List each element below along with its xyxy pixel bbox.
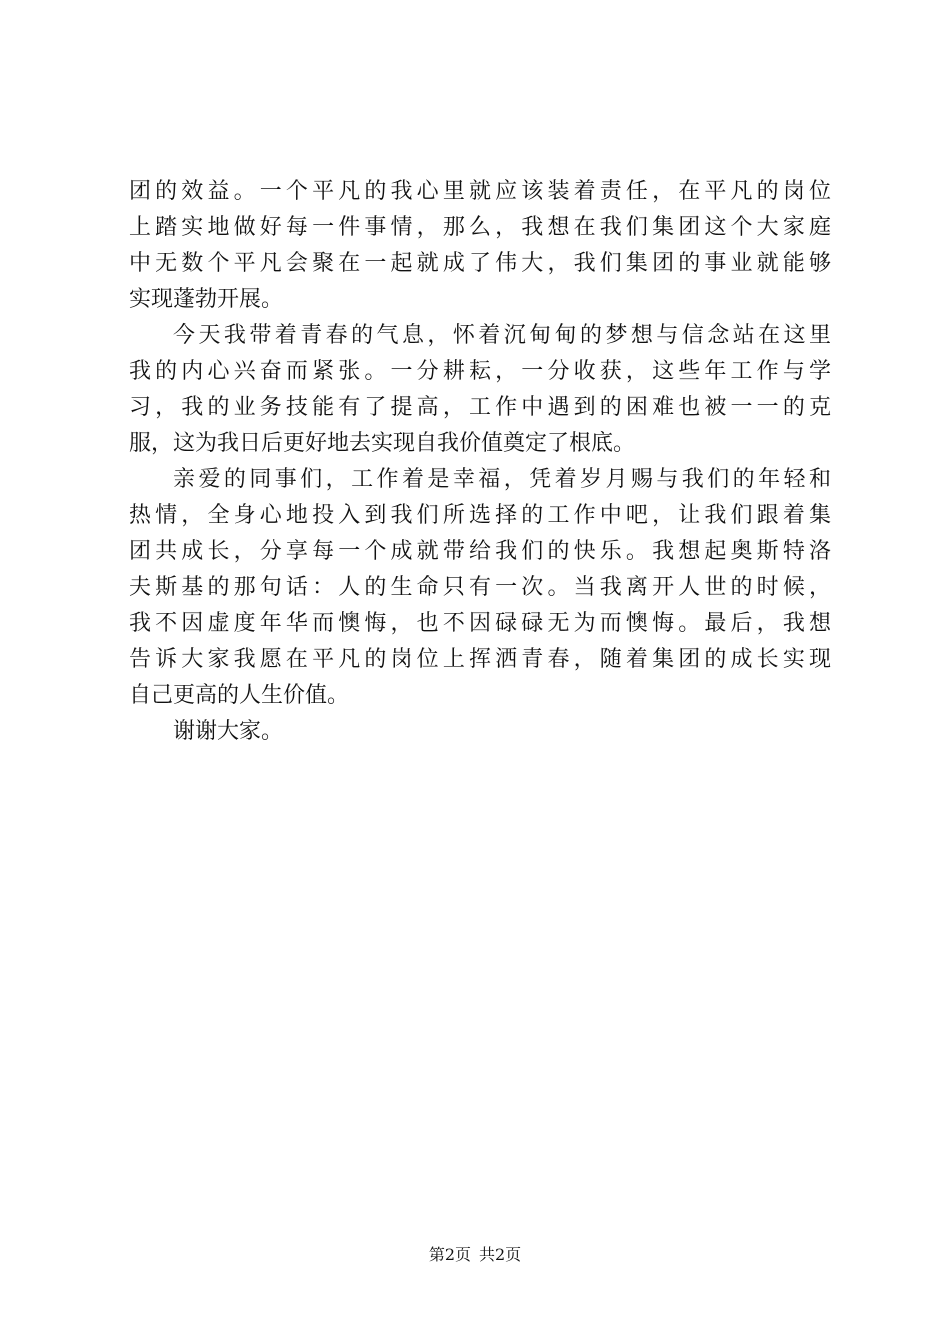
text-line: 实现蓬勃开展。 (129, 287, 284, 312)
paragraph (129, 462, 831, 714)
text-line: 我不因虚度年华而懊悔，也不因碌碌无为而懊悔。最后，我想 (129, 611, 831, 636)
text-line: 上踏实地做好每一件事情，那么，我想在我们集团这个大家庭 (129, 215, 831, 240)
page-total: 共2页 (479, 1245, 522, 1264)
paragraph (129, 318, 831, 462)
text-line: 谢谢大家。 (173, 719, 284, 744)
text-line: 热情，全身心地投入到我们所选择的工作中吧，让我们跟着集 (129, 503, 831, 528)
text-line: 中无数个平凡会聚在一起就成了伟大，我们集团的事业就能够 (129, 251, 831, 276)
paragraph (129, 714, 831, 750)
text-line: 亲爱的同事们，工作着是幸福，凭着岁月赐与我们的年轻和 (173, 467, 831, 492)
page-footer (0, 1243, 950, 1267)
text-line: 自己更高的人生价值。 (129, 683, 350, 708)
text-line: 我的内心兴奋而紧张。一分耕耘，一分收获，这些年工作与学 (129, 359, 831, 384)
paragraph (129, 174, 831, 318)
text-line: 习，我的业务技能有了提高，工作中遇到的困难也被一一的克 (129, 395, 831, 420)
text-line: 服，这为我日后更好地去实现自我价值奠定了根底。 (129, 431, 636, 456)
text-line: 团的效益。一个平凡的我心里就应该装着责任，在平凡的岗位 (129, 179, 831, 204)
text-line: 团共成长，分享每一个成就带给我们的快乐。我想起奥斯特洛 (129, 539, 831, 564)
page-number: 第2页 (428, 1245, 471, 1264)
text-line: 告诉大家我愿在平凡的岗位上挥洒青春，随着集团的成长实现 (129, 647, 831, 672)
text-line: 夫斯基的那句话：人的生命只有一次。当我离开人世的时候， (129, 575, 831, 600)
document-body (129, 174, 831, 750)
text-line: 今天我带着青春的气息，怀着沉甸甸的梦想与信念站在这里 (173, 323, 831, 348)
